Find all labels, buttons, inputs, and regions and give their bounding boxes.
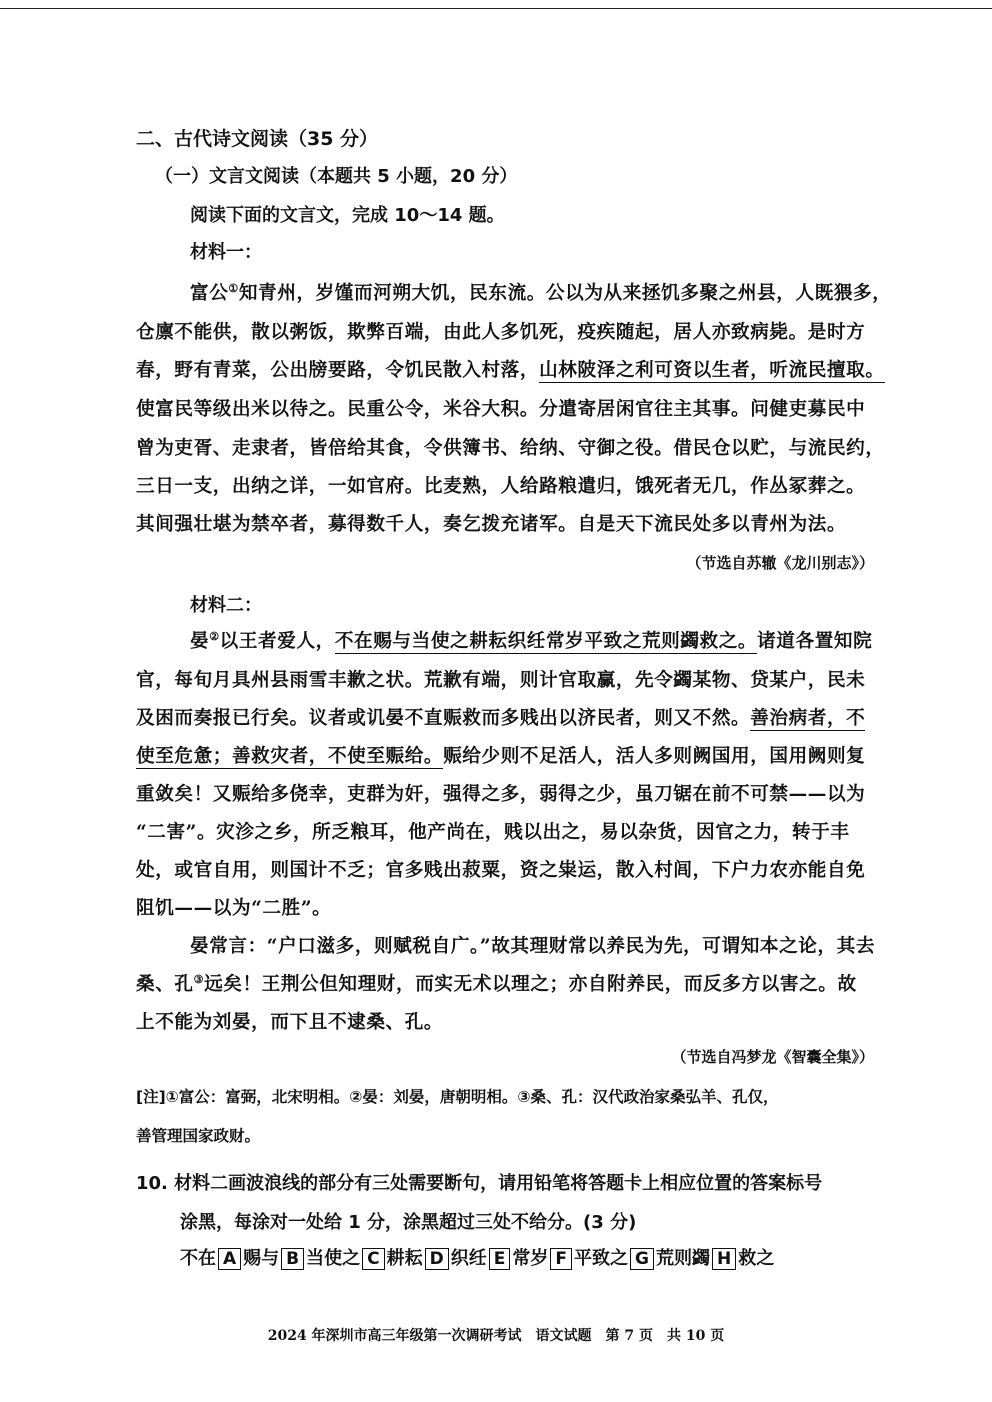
subsection-title: （一）文言文阅读（本题共 5 小题，20 分） [155, 166, 518, 187]
material1-line: 三日一支，出纳之详，一如官府。比麦熟，人给路粮遣归，饿死者无几，作丛冢葬之。 [136, 476, 866, 497]
top-border-line [0, 8, 992, 9]
material1-label: 材料一： [190, 242, 262, 263]
footnote-marker: ① [228, 281, 239, 295]
material2-source: （节选自冯梦龙《智囊全集》） [671, 1048, 874, 1066]
material2-line: 及困而奏报已行矣。议者或讥晏不直赈救而多贱出以济民者，则又不然。善治病者，不 [136, 708, 866, 729]
answer-box-f[interactable]: F [550, 1248, 572, 1270]
material2-label: 材料二： [190, 595, 262, 616]
material2-line: 上不能为刘晏，而下且不逮桑、孔。 [136, 1012, 444, 1033]
material1-line: 其间强壮堪为禁卒者，募得数千人，奏乞拨充诸军。自是天下流民处多以青州为法。 [136, 514, 847, 535]
underlined-sentence: 善治病者，不 [750, 708, 866, 729]
material1-line: 使富民等级出米以待之。民重公令，米谷大积。分遣寄居闲官往主其事。问健吏募民中 [136, 399, 866, 420]
material2-line: 处，或官自用，则国计不乏；官多贱出菽粟，资之粜运，散入村闾，下户力农亦能自免 [136, 860, 866, 881]
wavy-underlined-sentence: 不在赐与当使之耕耘织纴常岁平致之荒则蠲救之。 [334, 631, 758, 652]
answer-box-g[interactable]: G [630, 1248, 654, 1270]
material2-line: 官，每旬月具州县雨雪丰歉之状。荒歉有端，则计官取赢，先令蠲某物、贷某户，民未 [136, 670, 866, 691]
material2-line: 重敛矣！又赈给多侥幸，吏群为奸，强得之多，弱得之少，虽刀锯在前不可禁——以为 [136, 784, 866, 805]
answer-box-b[interactable]: B [281, 1248, 304, 1270]
underlined-sentence: 山林陂泽之利可资以生者，听流民擅取。 [539, 360, 885, 381]
material2-line: 桑、孔③远矣！王荆公但知理财，而实无术以理之；亦自附养民，而反多方以害之。故 [136, 972, 857, 995]
material1-line: 春，野有青菜，公出牓要路，令饥民散入村落，山林陂泽之利可资以生者，听流民擅取。 [136, 360, 885, 381]
annotation-note: [注]①富公：富弼，北宋明相。②晏：刘晏，唐朝明相。③桑、孔：汉代政治家桑弘羊、孔仅， [136, 1088, 779, 1106]
page-footer: 2024 年深圳市高三年级第一次调研考试 语文试题 第 7 页 共 10 页 [267, 1328, 725, 1344]
material2-line: 晏常言：“户口滋多，则赋税自广。”故其理财常以养民为先，可谓知本之论，其去 [190, 936, 876, 957]
underlined-sentence: 使至危惫；善救灾者，不使至赈给。 [136, 746, 444, 767]
answer-box-d[interactable]: D [425, 1248, 449, 1270]
answer-box-h[interactable]: H [712, 1248, 736, 1270]
section-title: 二、古代诗文阅读（35 分） [136, 128, 379, 150]
answer-box-e[interactable]: E [489, 1248, 511, 1270]
question-10-stem: 10. 材料二画波浪线的部分有三处需要断句，请用铅笔将答题卡上相应位置的答案标号 [136, 1173, 823, 1194]
footnote-marker: ③ [193, 972, 205, 986]
instruction: 阅读下面的文言文，完成 10～14 题。 [190, 205, 505, 226]
question-10-options: 不在 A 赐与 B 当使之 C 耕耘 D 织纴 E 常岁 F 平致之 G 荒则蠲 H 救之 [180, 1248, 775, 1269]
material2-line: 晏②以王者爱人，不在赐与当使之耕耘织纴常岁平致之荒则蠲救之。诸道各置知院 [190, 629, 873, 652]
answer-box-c[interactable]: C [362, 1248, 384, 1270]
material1-line: 富公①知青州，岁馑而河朔大饥，民东流。公以为从来拯饥多聚之州县，人既猥多， [190, 281, 892, 304]
material1-line: 曾为吏胥、走隶者，皆倍给其食，令供簿书、给纳、守御之役。借民仓以贮，与流民约， [136, 438, 885, 459]
material1-source: （节选自苏辙《龙川别志》） [686, 554, 874, 572]
question-10-stem: 涂黑，每涂对一处给 1 分，涂黑超过三处不给分。(3 分) [180, 1212, 637, 1233]
material1-line: 仓廪不能供，散以粥饭，欺弊百端，由此人多饥死，疫疾随起，居人亦致病毙。是时方 [136, 322, 866, 343]
answer-box-a[interactable]: A [218, 1248, 241, 1270]
material2-line: “二害”。灾沴之乡，所乏粮耳，他产尚在，贱以出之，易以杂货，因官之力，转于丰 [136, 822, 850, 843]
material2-line: 阻饥——以为“二胜”。 [136, 898, 332, 919]
material2-line: 使至危惫；善救灾者，不使至赈给。赈给少则不足活人，活人多则阙国用，国用阙则复 [136, 746, 866, 767]
annotation-note: 善管理国家政财。 [136, 1127, 261, 1145]
footnote-marker: ② [209, 629, 220, 643]
